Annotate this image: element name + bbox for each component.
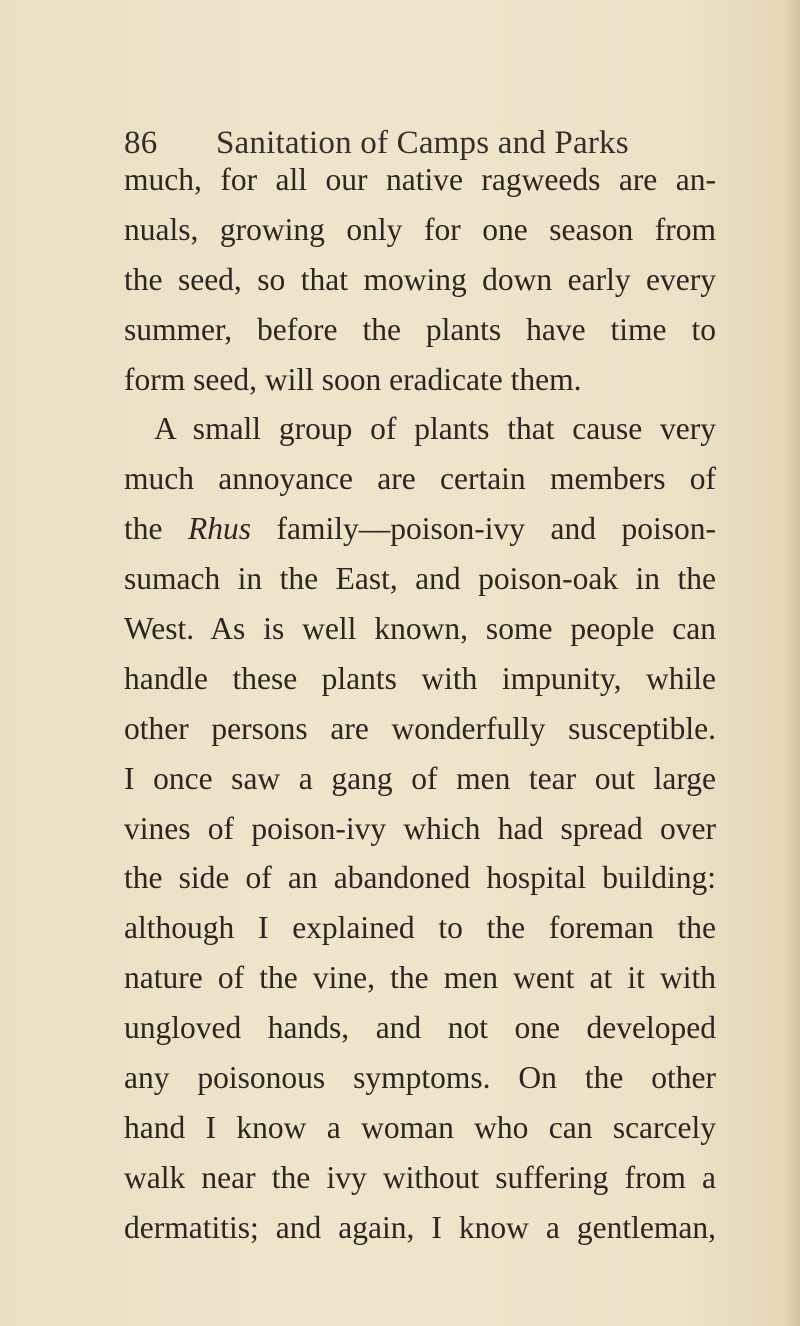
body-text [124, 155, 716, 1253]
text-line [124, 504, 716, 554]
text-line: summer, before the plants have time to [124, 311, 716, 347]
text-line: the side of an abandoned hospital building: [124, 860, 716, 896]
genus-name: Rhus [188, 511, 251, 547]
text-line: vines of poison-ivy which had spread over [124, 810, 716, 846]
page-edge-shadow [786, 0, 800, 1326]
text-line: A small group of plants that cause very [154, 411, 716, 447]
text-line: hand I know a woman who can scarcely [124, 1109, 716, 1145]
text-line: sumach in the East, and poison-oak in the [124, 561, 716, 597]
text-line: nuals, growing only for one season from [124, 211, 716, 247]
text-line: much, for all our native ragweeds are an- [124, 162, 716, 197]
text-line: other persons are wonderfully susceptible. [124, 710, 716, 746]
text-line: dermatitis; and again, I know a gentleman, [124, 1209, 716, 1245]
text-line: nature of the vine, the men went at it with [124, 960, 716, 996]
text-segment: family—poison-ivy and poison- [251, 511, 716, 547]
page-number: 86 [124, 125, 158, 161]
text-line: ungloved hands, and not one developed [124, 1010, 716, 1046]
text-line: the seed, so that mowing down early every [124, 261, 716, 297]
text-line: any poisonous symptoms. On the other [124, 1060, 716, 1096]
text-line: although I explained to the foreman the [124, 910, 716, 946]
text-line: much annoyance are certain members of [124, 461, 716, 497]
text-line: handle these plants with impunity, while [124, 660, 716, 696]
text-line: walk near the ivy without suffering from a [124, 1159, 716, 1195]
running-head-title: Sanitation of Camps and Parks [216, 125, 629, 161]
text-line: West. As is well known, some people can [124, 611, 716, 647]
text-line: I once saw a gang of men tear out large [124, 760, 716, 796]
text-segment: the [124, 511, 188, 547]
text-line: form seed, will soon eradicate them. [124, 361, 582, 397]
